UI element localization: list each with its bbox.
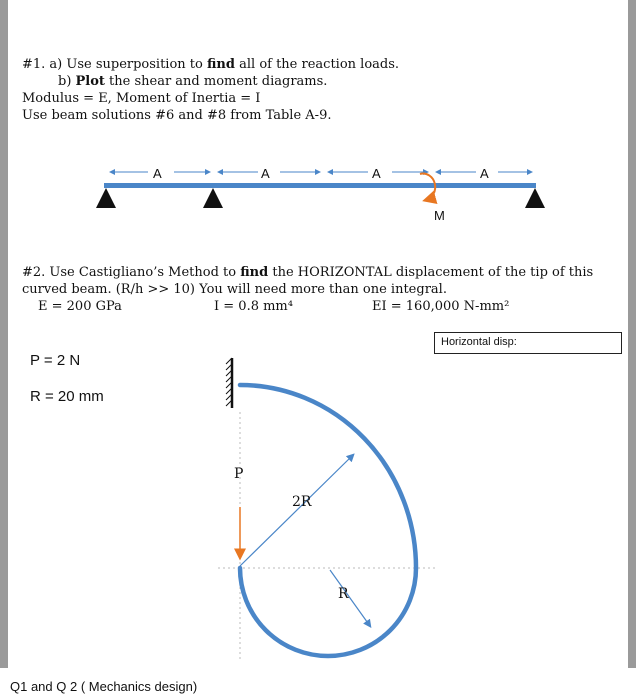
given-R: R = 20 mm bbox=[30, 388, 104, 405]
beam bbox=[104, 183, 536, 188]
worksheet-page bbox=[8, 0, 628, 668]
radius-R-arrow bbox=[330, 570, 370, 626]
horizontal-disp-answer-box[interactable]: Horizontal disp: bbox=[434, 332, 622, 354]
q2-inertia-I: I = 0.8 mm⁴ bbox=[214, 299, 293, 314]
dim-label-4: A bbox=[480, 166, 489, 181]
q1-beam-solutions: Use beam solutions #6 and #8 from Table A-9. bbox=[22, 108, 332, 123]
curved-beam bbox=[240, 385, 416, 656]
q1-part-b: b) Plot the shear and moment diagrams. bbox=[58, 74, 328, 89]
dim-label-2: A bbox=[261, 166, 270, 181]
q1-modulus: Modulus = E, Moment of Inertia = I bbox=[22, 91, 261, 106]
q2-line-1: #2. Use Castigliano’s Method to find the HORIZONTAL displacement of the tip of this bbox=[22, 265, 594, 280]
radius-R-label: R bbox=[338, 586, 349, 602]
beam-diagram bbox=[8, 150, 628, 230]
given-P: P = 2 N bbox=[30, 352, 81, 369]
dim-label-1: A bbox=[153, 166, 162, 181]
page-caption: Q1 and Q 2 ( Mechanics design) bbox=[10, 679, 198, 694]
dim-label-3: A bbox=[372, 166, 381, 181]
q2-modulus-E: E = 200 GPa bbox=[38, 299, 122, 314]
second-support bbox=[203, 188, 223, 208]
moment-label: M bbox=[434, 208, 445, 223]
q2-line-2: curved beam. (R/h >> 10) You will need more than one integral. bbox=[22, 282, 447, 297]
left-support bbox=[96, 188, 116, 208]
right-support bbox=[525, 188, 545, 208]
left-gray-border bbox=[0, 0, 8, 668]
right-gray-border bbox=[628, 0, 636, 668]
load-P-label: P bbox=[234, 466, 244, 482]
radius-2R-label: 2R bbox=[292, 494, 312, 510]
curved-beam-diagram bbox=[8, 350, 628, 668]
q2-EI: EI = 160,000 N-mm² bbox=[372, 299, 510, 314]
q1-part-a: #1. a) Use superposition to find all of the reaction loads. bbox=[22, 57, 400, 72]
